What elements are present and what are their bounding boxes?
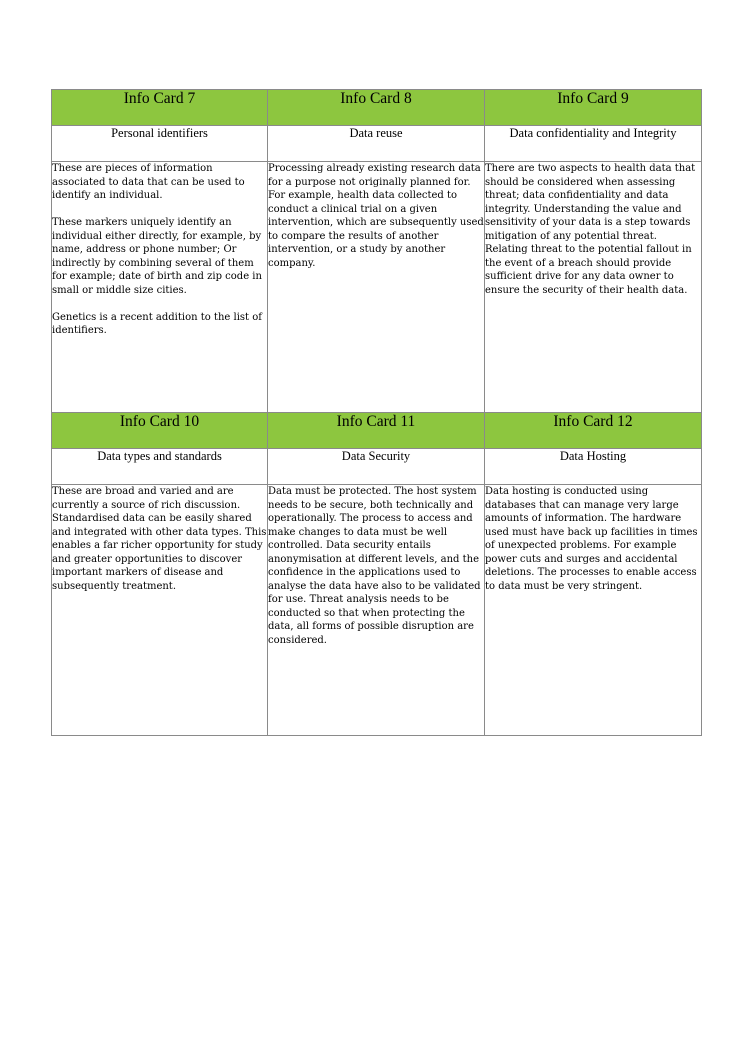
card-title: Info Card 7 bbox=[52, 90, 268, 126]
card-subtitle: Personal identifiers bbox=[52, 126, 268, 162]
card-subtitle: Data confidentiality and Integrity bbox=[485, 126, 702, 162]
card-subtitle-row bbox=[52, 126, 702, 162]
card-title: Info Card 11 bbox=[268, 413, 485, 449]
info-cards-table bbox=[51, 89, 702, 736]
card-subtitle: Data Hosting bbox=[485, 449, 702, 485]
card-subtitle: Data Security bbox=[268, 449, 485, 485]
card-subtitle: Data reuse bbox=[268, 126, 485, 162]
card-body bbox=[52, 162, 268, 413]
card-body bbox=[268, 162, 485, 413]
card-subtitle: Data types and standards bbox=[52, 449, 268, 485]
card-body bbox=[485, 162, 702, 413]
card-body bbox=[485, 485, 702, 736]
card-paragraph: Data hosting is conducted using databases that can manage very large amounts of information. The hardware used must have back up facilities in times of unexpected problems. For example power cuts and surges and accidental deletions. The processes to enable access to data must be very stringent. bbox=[485, 486, 698, 592]
card-body bbox=[268, 485, 485, 736]
card-body-row bbox=[52, 485, 702, 736]
card-title: Info Card 12 bbox=[485, 413, 702, 449]
card-subtitle-row bbox=[52, 449, 702, 485]
card-title-row bbox=[52, 413, 702, 449]
card-paragraph: These are broad and varied and are currently a source of rich discussion. Standardised data can be easily shared and integrated with other data types. This enables a far richer opportunity for study and greater opportunities to discover important markers of disease and subsequently treatment. bbox=[52, 486, 267, 592]
card-title: Info Card 10 bbox=[52, 413, 268, 449]
card-title: Info Card 8 bbox=[268, 90, 485, 126]
card-body-row bbox=[52, 162, 702, 413]
card-paragraph: Genetics is a recent addition to the list of identifiers. bbox=[52, 311, 262, 336]
card-body bbox=[52, 485, 268, 736]
card-title: Info Card 9 bbox=[485, 90, 702, 126]
card-title-row bbox=[52, 90, 702, 126]
card-paragraph: These markers uniquely identify an individual either directly, for example, by name, address or phone number; Or indirectly by combining several of them for example; date of birth and zip code in small or middle size cities. bbox=[52, 217, 262, 296]
card-paragraph: Processing already existing research data for a purpose not originally planned for. For example, health data collected to conduct a clinical trial on a given intervention, which are subsequently used to compare the results of another intervention, or a study by another company. bbox=[268, 163, 484, 269]
card-paragraph: These are pieces of information associated to data that can be used to identify an individual. bbox=[52, 163, 245, 201]
card-paragraph: Data must be protected. The host system needs to be secure, both technically and operationally. The process to access and make changes to data must be well controlled. Data security entails anonymisation at different levels, and the confidence in the applications used to analyse the data have also to be validated for use. Threat analysis needs to be conducted so that when protecting the data, all forms of possible disruption are considered. bbox=[268, 486, 481, 646]
card-paragraph: There are two aspects to health data that should be considered when assessing threat; data confidentiality and data integrity. Understanding the value and sensitivity of your data is a step towards mitigation of any potential threat. Relating threat to the potential fallout in the event of a breach should provide sufficient drive for any data owner to ensure the security of their health data. bbox=[485, 163, 696, 296]
